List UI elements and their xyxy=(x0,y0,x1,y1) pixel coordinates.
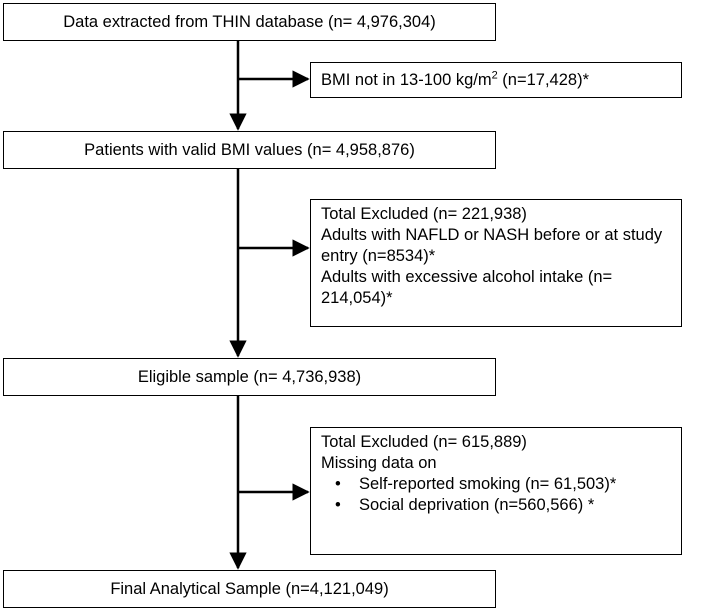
excluded-1-alcohol: Adults with excessive alcohol intake (n= 214,054)* xyxy=(321,268,613,307)
box-data-extracted-text: Data extracted from THIN database (n= 4,976,304) xyxy=(63,12,436,31)
box-valid-bmi xyxy=(3,131,496,169)
box-excluded-2 xyxy=(310,427,682,555)
excluded-1-nafld: Adults with NAFLD or NASH before or at study entry (n=8534)* xyxy=(321,226,663,265)
excluded-2-total: Total Excluded (n= 615,889) xyxy=(321,433,527,451)
excluded-2-missing: Missing data on xyxy=(321,454,437,472)
box-final-sample xyxy=(3,570,496,608)
box-valid-bmi-text: Patients with valid BMI values (n= 4,958,876) xyxy=(84,140,415,159)
box-bmi-excluded-text: BMI not in 13-100 $kg/m^2$ (n=17,428)* xyxy=(321,69,589,89)
bullet-icon: • xyxy=(335,475,341,493)
box-bmi-excluded xyxy=(310,62,682,98)
box-eligible-sample-text: Eligible sample (n= 4,736,938) xyxy=(137,367,362,386)
box-data-extracted xyxy=(3,3,496,41)
bullet-icon: • xyxy=(335,496,341,514)
excluded-2-bullet-deprivation: • Social deprivation (n=560,566) * xyxy=(335,496,595,514)
excluded-1-total: Total Excluded (n= 221,938) xyxy=(321,205,527,223)
box-eligible-sample xyxy=(3,358,496,396)
box-excluded-1 xyxy=(310,199,682,327)
excluded-2-bullet-smoking: • Self-reported smoking (n= 61,503)* xyxy=(335,475,617,493)
box-final-sample-text: Final Analytical Sample (n=4,121,049) xyxy=(110,579,389,598)
